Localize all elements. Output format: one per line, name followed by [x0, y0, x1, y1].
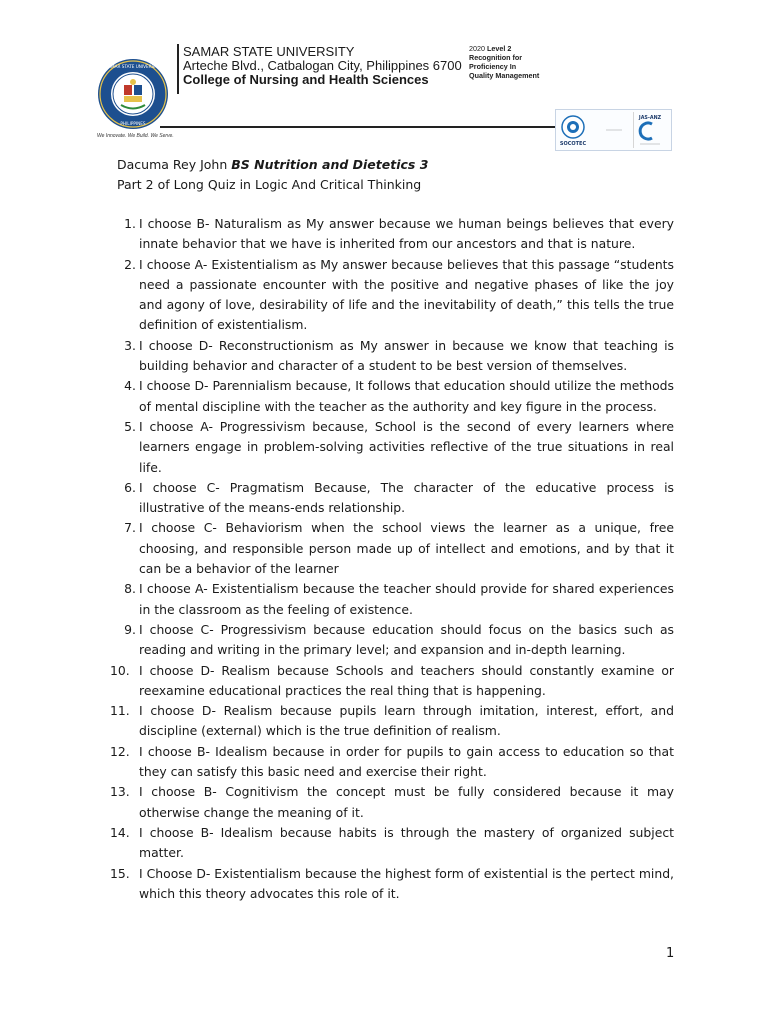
item-text: I choose B- Idealism because habits is through the mastery of organized subject matter.	[139, 824, 674, 861]
list-item	[110, 376, 674, 417]
item-text: I choose B- Naturalism as My answer because we human beings believes that every innate behavior that we have is inherited from our ancestors and that is nature.	[139, 216, 674, 252]
recognition-line-3: Quality Management	[469, 71, 540, 80]
recognition-block	[469, 44, 539, 80]
item-text: I choose C- Behaviorism when the school views the learner as a unique, free choosing, and responsible person made up of intellect and emotions, and by that it can be a behavior of the learner	[139, 520, 674, 577]
item-text: I choose D- Parennialism because, It follows that education should utilize the methods of mental discipline with the teacher as the authority and key figure in the process.	[139, 378, 674, 414]
item-number: 12.	[110, 743, 130, 759]
recognition-line-0: Level 2	[487, 44, 512, 53]
item-number: 13.	[110, 784, 130, 800]
university-address: Arteche Blvd., Catbalogan City, Philippines 6700	[183, 58, 462, 73]
list-item	[110, 701, 674, 742]
item-number: 6.	[124, 479, 136, 495]
header-rule	[160, 126, 556, 128]
student-line	[117, 157, 428, 172]
motto: We Innovate. We Build. We Serve.	[97, 133, 174, 139]
recognition-line-1: Recognition for	[469, 53, 523, 62]
item-text: I choose D- Realism because pupils learn through imitation, interest, effort, and discipline (external) which is the true definition of realism.	[139, 703, 674, 739]
quiz-subtitle: Part 2 of Long Quiz in Logic And Critical Thinking	[117, 177, 422, 192]
recognition-line-2: Proficiency In	[469, 62, 517, 71]
certification-logos	[555, 109, 672, 151]
socotec-label: SOCOTEC	[559, 141, 587, 147]
item-number: 7.	[124, 520, 136, 536]
program-name: BS Nutrition and Dietetics 3	[231, 157, 429, 172]
item-number: 10.	[110, 662, 130, 678]
list-item	[110, 417, 674, 478]
list-item	[110, 214, 674, 255]
item-number: 5.	[124, 418, 136, 434]
item-text: I Choose D- Existentialism because the highest form of existential is the pertect mind, which this theory advocates this role of it.	[139, 865, 674, 901]
list-item	[110, 518, 674, 579]
recognition-year: 2020	[469, 44, 485, 53]
list-item	[110, 255, 674, 336]
item-text: I choose D- Reconstructionism as My answer in because we know that teaching is building behavior and character of a student to be best version of themselves.	[139, 337, 674, 374]
seal-bottom-text: PHILIPPINES	[120, 121, 146, 126]
item-text: I choose A- Existentialism as My answer because believes that this passage “students need a passionate encounter with the positive and negative phases of like the joy and agony of love, desirability of life and the inevitability of death,” this tells the true definition of existentialism.	[139, 256, 674, 333]
item-number: 8.	[124, 581, 136, 597]
item-number: 1.	[124, 216, 136, 231]
list-item	[110, 620, 674, 661]
item-number: 2.	[124, 256, 136, 272]
item-text: I choose A- Existentialism because the teacher should provide for shared experiences in the classroom as the feeling of existence.	[139, 581, 674, 617]
item-text: I choose B- Idealism because in order for pupils to gain access to education so that they can satisfy this basic need and exercise their right.	[139, 743, 674, 780]
header-divider	[177, 44, 179, 94]
college-name: College of Nursing and Health Sciences	[183, 72, 429, 87]
item-number: 4.	[124, 378, 136, 394]
list-item	[110, 661, 674, 702]
item-text: I choose B- Cognitivism the concept must be fully considered because it may otherwise change the meaning of it.	[139, 784, 674, 820]
item-number: 14.	[110, 824, 130, 840]
item-text: I choose A- Progressivism because, School is the second of every learners where learners engage in problem-solving activities reflective of the true situations in real life.	[139, 418, 674, 475]
university-block	[183, 45, 462, 87]
university-seal-logo	[97, 58, 169, 130]
page-number: 1	[666, 946, 675, 961]
seal-top-text: SAMAR STATE UNIVERSITY	[105, 64, 161, 69]
list-item	[110, 782, 674, 823]
university-name: SAMAR STATE UNIVERSITY	[183, 44, 355, 59]
item-number: 15.	[110, 865, 130, 881]
item-number: 3.	[124, 337, 136, 353]
item-text: I choose C- Progressivism because education should focus on the basics such as reading and writing in the primary level; and expansion and in-depth learning.	[139, 621, 674, 658]
item-text: I choose D- Realism because Schools and teachers should constantly examine or reexamine educational practices the real thing that is happening.	[139, 662, 674, 698]
list-item	[110, 823, 674, 864]
item-number: 9.	[124, 621, 136, 637]
item-number: 11.	[110, 703, 130, 719]
list-item	[110, 579, 674, 620]
item-text: I choose C- Pragmatism Because, The character of the educative process is illustrative of the means-ends relationship.	[139, 479, 674, 516]
list-item	[110, 478, 674, 519]
list-item	[110, 336, 674, 377]
answer-list	[110, 214, 674, 904]
list-item	[110, 742, 674, 783]
student-name: Dacuma Rey John	[117, 157, 228, 172]
jasanz-label: JAS-ANZ	[638, 116, 662, 121]
list-item	[110, 864, 674, 905]
